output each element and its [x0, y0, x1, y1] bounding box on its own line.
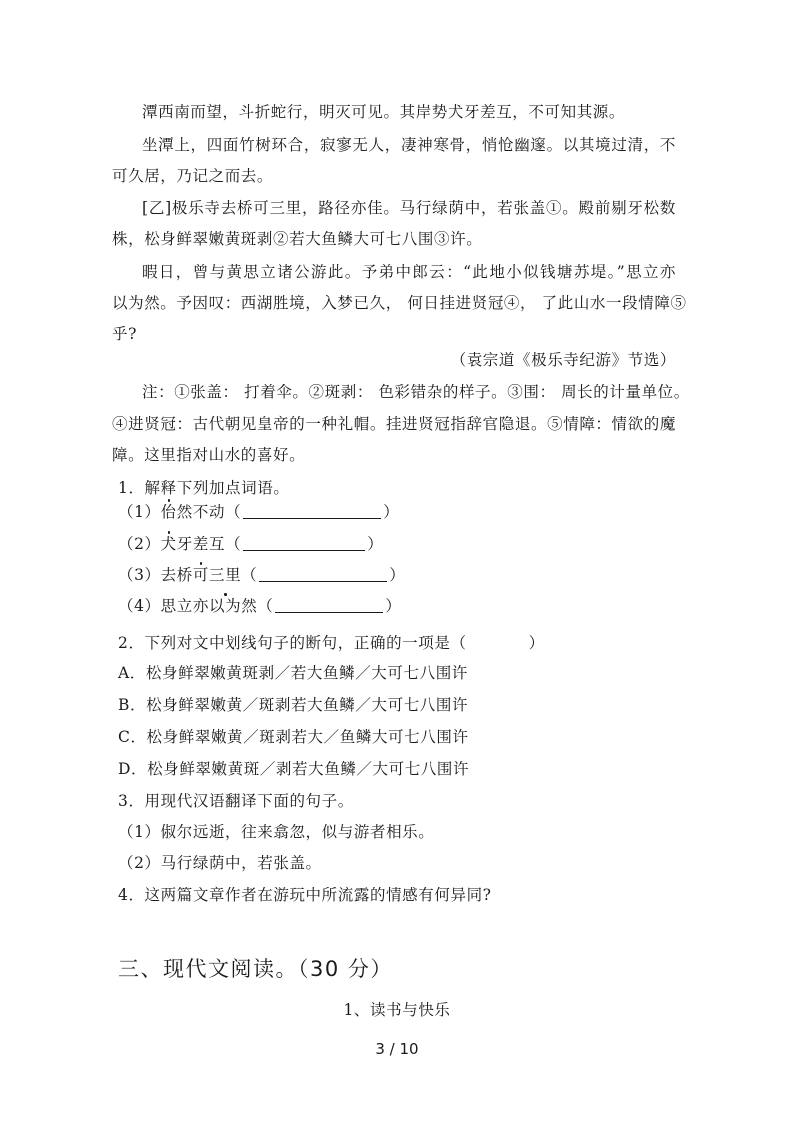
question-2-option-a: A．松身鲜翠嫩黄斑剥／若大鱼鳞／大可七八围许: [118, 664, 468, 682]
passage-yi-line-1: [乙]极乐寺去桥可三里，路径亦佳。马行绿荫中，若张盖①。殿前剔牙松数: [142, 199, 676, 217]
article-title: 1、读书与快乐: [343, 1001, 451, 1019]
answer-blank[interactable]: [243, 502, 381, 519]
page-number: 3 / 10: [375, 1040, 419, 1058]
question-3-item-1: （1）俶尔远逝，往来翕忽，似与游者相乐。: [118, 823, 435, 841]
question-2-option-d: D．松身鲜翠嫩黄斑／剥若大鱼鳞／大可七八围许: [118, 760, 470, 778]
question-3-item-2: （2）马行绿荫中，若张盖。: [118, 854, 322, 872]
answer-blank[interactable]: [243, 534, 365, 551]
notes-line-1: 注：①张盖： 打着伞。②斑剥： 色彩错杂的样子。③围： 周长的计量单位。: [142, 383, 690, 401]
dotted-word: 以为: [208, 597, 242, 615]
question-1-item-1: （1）佁然不动（ ）: [118, 503, 400, 521]
section-3-title: 三、现代文阅读。（30 分）: [118, 957, 393, 981]
question-1-item-2: （2）犬牙差互（ ）: [118, 535, 384, 553]
question-2-title: 2．下列对文中划线句子的断句，正确的一项是（ ）: [118, 634, 545, 652]
notes-line-2: ④进贤冠：古代朝见皇帝的一种礼帽。挂进贤冠指辞官隐退。⑤情障：情欲的魔: [112, 415, 676, 433]
dotted-word: 可: [192, 566, 209, 584]
question-3-title: 3．用现代汉语翻译下面的句子。: [118, 792, 354, 810]
passage-jia-line-2: 坐潭上，四面竹树环合，寂寥无人，凄神寒骨，悄怆幽邃。以其境过清，不: [142, 136, 676, 154]
passage-jia-line-1: 潭西南而望，斗折蛇行，明灭可见。其岸势犬牙差互，不可知其源。: [142, 103, 626, 121]
notes-line-3: 障。这里指对山水的喜好。: [112, 446, 306, 464]
passage-source: （袁宗道《极乐寺纪游》节选）: [450, 351, 676, 369]
passage-jia-line-3: 可久居，乃记之而去。: [112, 167, 274, 185]
dotted-word: 犬: [160, 535, 177, 553]
question-1-item-3: （3）去桥可三里（ ）: [118, 566, 406, 584]
question-4-title: 4．这两篇文章作者在游玩中所流露的情感有何异同?: [118, 886, 492, 904]
question-1-item-4: （4）思立亦以为然（ ）: [118, 597, 402, 615]
question-2-option-b: B．松身鲜翠嫩黄／斑剥若大鱼鳞／大可七八围许: [118, 696, 469, 714]
answer-blank[interactable]: [259, 565, 387, 582]
question-2-option-c: C．松身鲜翠嫩黄／斑剥若大／鱼鳞大可七八围许: [118, 728, 469, 746]
answer-blank[interactable]: [275, 596, 383, 613]
passage-yi-line-4: 以为然。予因叹：西湖胜境，入梦已久， 何日挂进贤冠④， 了此山水一段情障⑤: [112, 294, 687, 312]
dotted-word: 佁: [160, 503, 177, 521]
question-1-title: 1．解释下列加点词语。: [118, 479, 290, 497]
passage-yi-line-2: 株，松身鲜翠嫩黄斑剥②若大鱼鳞大可七八围③许。: [112, 230, 483, 248]
passage-yi-line-5: 乎?: [112, 325, 138, 343]
passage-yi-line-3: 暇日，曾与黄思立诸公游此。予弟中郎云：“此地小似钱塘苏堤。”思立亦: [142, 263, 676, 281]
